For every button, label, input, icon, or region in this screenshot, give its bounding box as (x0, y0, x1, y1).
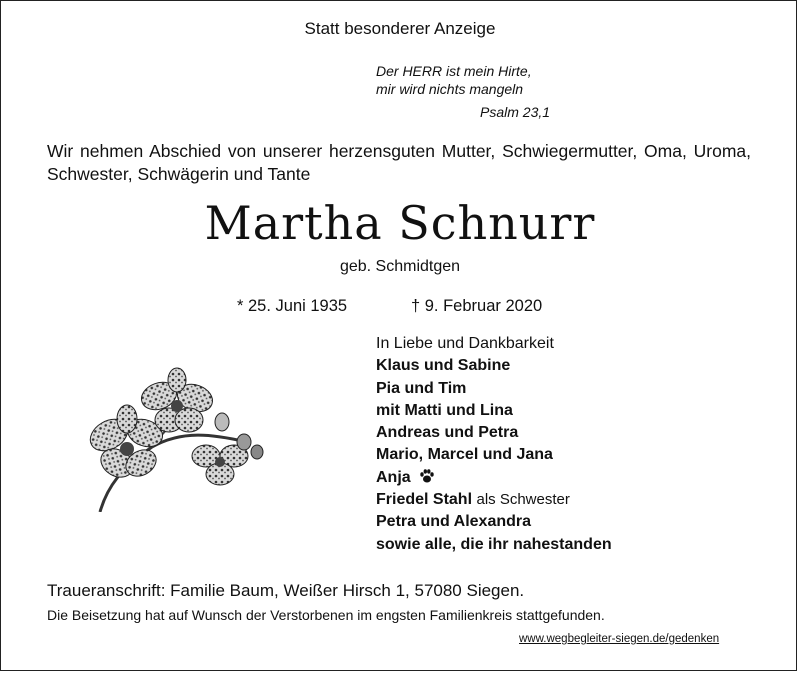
quote-line-2: mir wird nichts mangeln (376, 81, 524, 97)
mourners-list (376, 333, 612, 556)
mourner-name: Friedel Stahl (376, 491, 473, 509)
mourner-name: Klaus und Sabine (376, 357, 511, 375)
mourner-name: Mario, Marcel und Jana (376, 446, 553, 464)
paw-icon (419, 468, 435, 484)
burial-note: Die Beisetzung hat auf Wunsch der Verstorbenen im engsten Familienkreis stattgefunden. (47, 607, 605, 623)
mourner-role: als Schwester (476, 491, 570, 509)
mourner-name: Anja (376, 468, 411, 486)
mourner-name: mit Matti und Lina (376, 401, 513, 419)
intro-text: Wir nehmen Abschied von unserer herzensguten Mutter, Schwiegermutter, Oma, Uroma, Schwester, Schwägerin und Tante (47, 141, 751, 184)
mourner-name-anja (376, 467, 612, 489)
mourner-name: Andreas und Petra (376, 424, 519, 442)
header: Statt besonderer Anzeige (304, 19, 496, 38)
memorial-website-link[interactable]: www.wegbegleiter-siegen.de/gedenken (519, 633, 720, 645)
mourner-name: Petra und Alexandra (376, 513, 532, 531)
quote-source: Psalm 23,1 (480, 104, 551, 120)
quote-line-1: Der HERR ist mein Hirte, (376, 63, 532, 79)
birth-name: geb. Schmidtgen (339, 258, 461, 275)
orchid-icon (72, 362, 272, 512)
death-date: † 9. Februar 2020 (411, 297, 543, 315)
mourner-friedel (376, 489, 612, 511)
deceased-name: Martha Schnurr (204, 196, 596, 250)
birth-date: * 25. Juni 1935 (237, 297, 348, 315)
mourners-lead: In Liebe und Dankbarkeit (376, 335, 554, 352)
mourner-name: sowie alle, die ihr nahestanden (376, 535, 612, 553)
mourner-name: Pia und Tim (376, 379, 467, 397)
mourning-address: Traueranschrift: Familie Baum, Weißer Hirsch 1, 57080 Siegen. (47, 581, 525, 600)
